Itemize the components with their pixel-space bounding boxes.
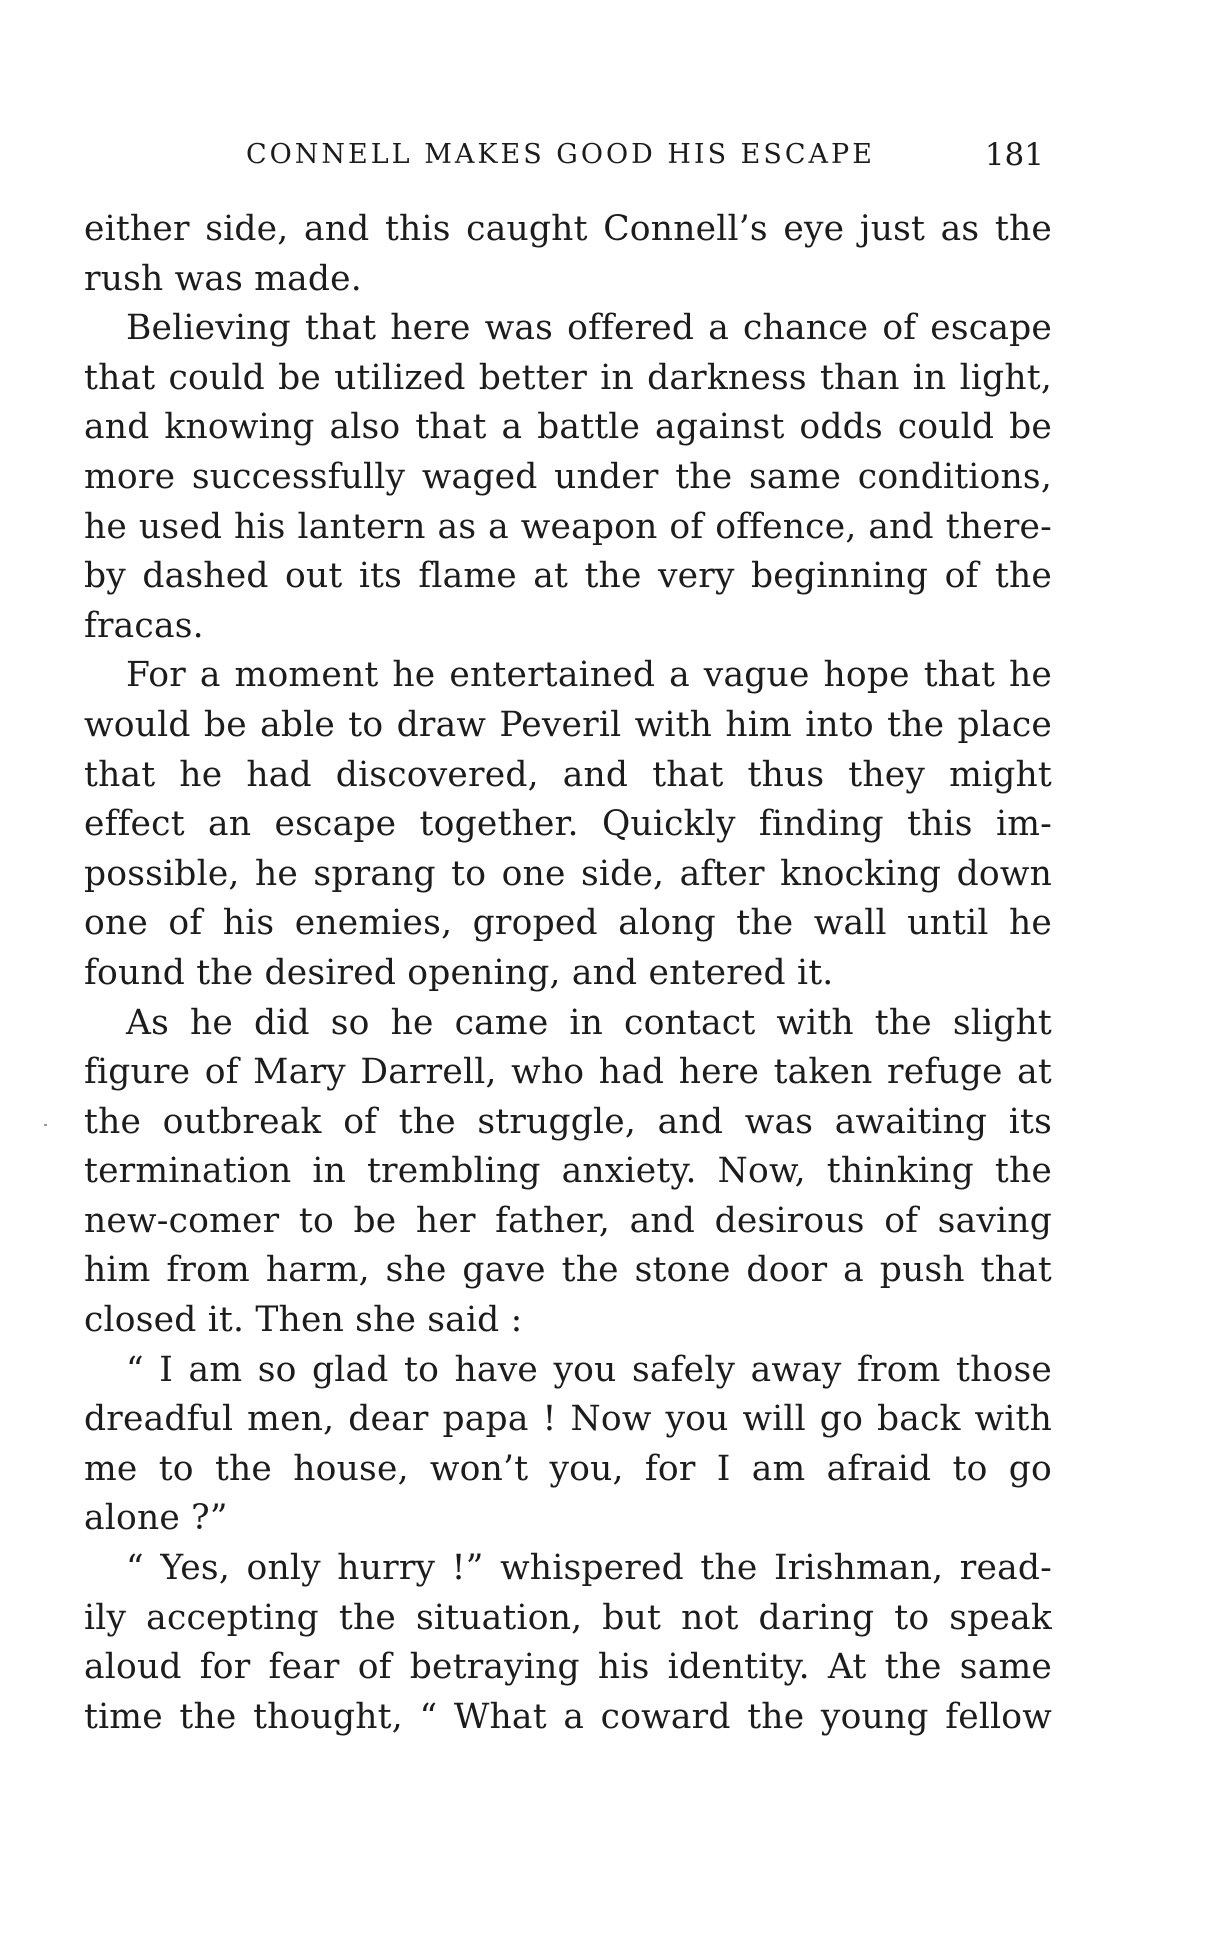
text-line: me to the house, won’t you, for I am afraid to go xyxy=(84,1448,1052,1489)
text-line: aloud for fear of betraying his identity. At the same xyxy=(84,1647,1052,1688)
text-line: Believing that here was offered a chance of escape xyxy=(126,308,1052,349)
body-text xyxy=(84,205,1052,1742)
text-line: figure of Mary Darrell, who had here taken refuge at xyxy=(84,1052,1052,1093)
text-line: more successfully waged under the same conditions, xyxy=(84,456,1052,497)
text-line: fracas. xyxy=(84,605,204,646)
running-title: CONNELL MAKES GOOD HIS ESCAPE xyxy=(246,139,875,170)
text-line: the outbreak of the struggle, and was awaiting its xyxy=(84,1101,1052,1142)
text-line: dreadful men, dear papa ! Now you will go back with xyxy=(84,1399,1052,1440)
text-line: him from harm, she gave the stone door a push that xyxy=(84,1250,1052,1291)
text-line: termination in trembling anxiety. Now, thinking the xyxy=(84,1151,1052,1192)
text-line: that he had discovered, and that thus they might xyxy=(84,754,1052,795)
text-line: he used his lantern as a weapon of offence, and there- xyxy=(84,506,1052,547)
text-line: “ Yes, only hurry !” whispered the Irishman, read- xyxy=(126,1548,1052,1589)
text-line: ily accepting the situation, but not daring to speak xyxy=(84,1597,1052,1638)
text-line: that could be utilized better in darkness than in light, xyxy=(84,357,1052,398)
text-line: As he did so he came in contact with the slight xyxy=(126,1002,1052,1043)
text-line: by dashed out its flame at the very beginning of the xyxy=(84,556,1052,597)
text-line: time the thought, “ What a coward the young fellow xyxy=(84,1696,1052,1737)
text-line: rush was made. xyxy=(84,258,362,299)
text-line: would be able to draw Peveril with him into the place xyxy=(84,704,1052,745)
text-line: effect an escape together. Quickly finding this im- xyxy=(84,804,1052,845)
text-line: For a moment he entertained a vague hope that he xyxy=(126,655,1052,696)
text-line: new-comer to be her father, and desirous of saving xyxy=(84,1200,1052,1241)
running-head xyxy=(84,135,1044,175)
page-number: 181 xyxy=(984,137,1044,173)
text-line: “ I am so glad to have you safely away from those xyxy=(126,1349,1052,1390)
text-line: and knowing also that a battle against odds could be xyxy=(84,407,1052,448)
margin-speck xyxy=(44,1124,47,1126)
text-line: closed it. Then she said : xyxy=(84,1300,523,1341)
text-line: possible, he sprang to one side, after knocking down xyxy=(84,853,1052,894)
text-line: one of his enemies, groped along the wall until he xyxy=(84,903,1052,944)
text-line: found the desired opening, and entered it. xyxy=(84,952,834,993)
text-line: either side, and this caught Connell’s eye just as the xyxy=(84,209,1052,249)
text-line: alone ?” xyxy=(84,1498,228,1539)
